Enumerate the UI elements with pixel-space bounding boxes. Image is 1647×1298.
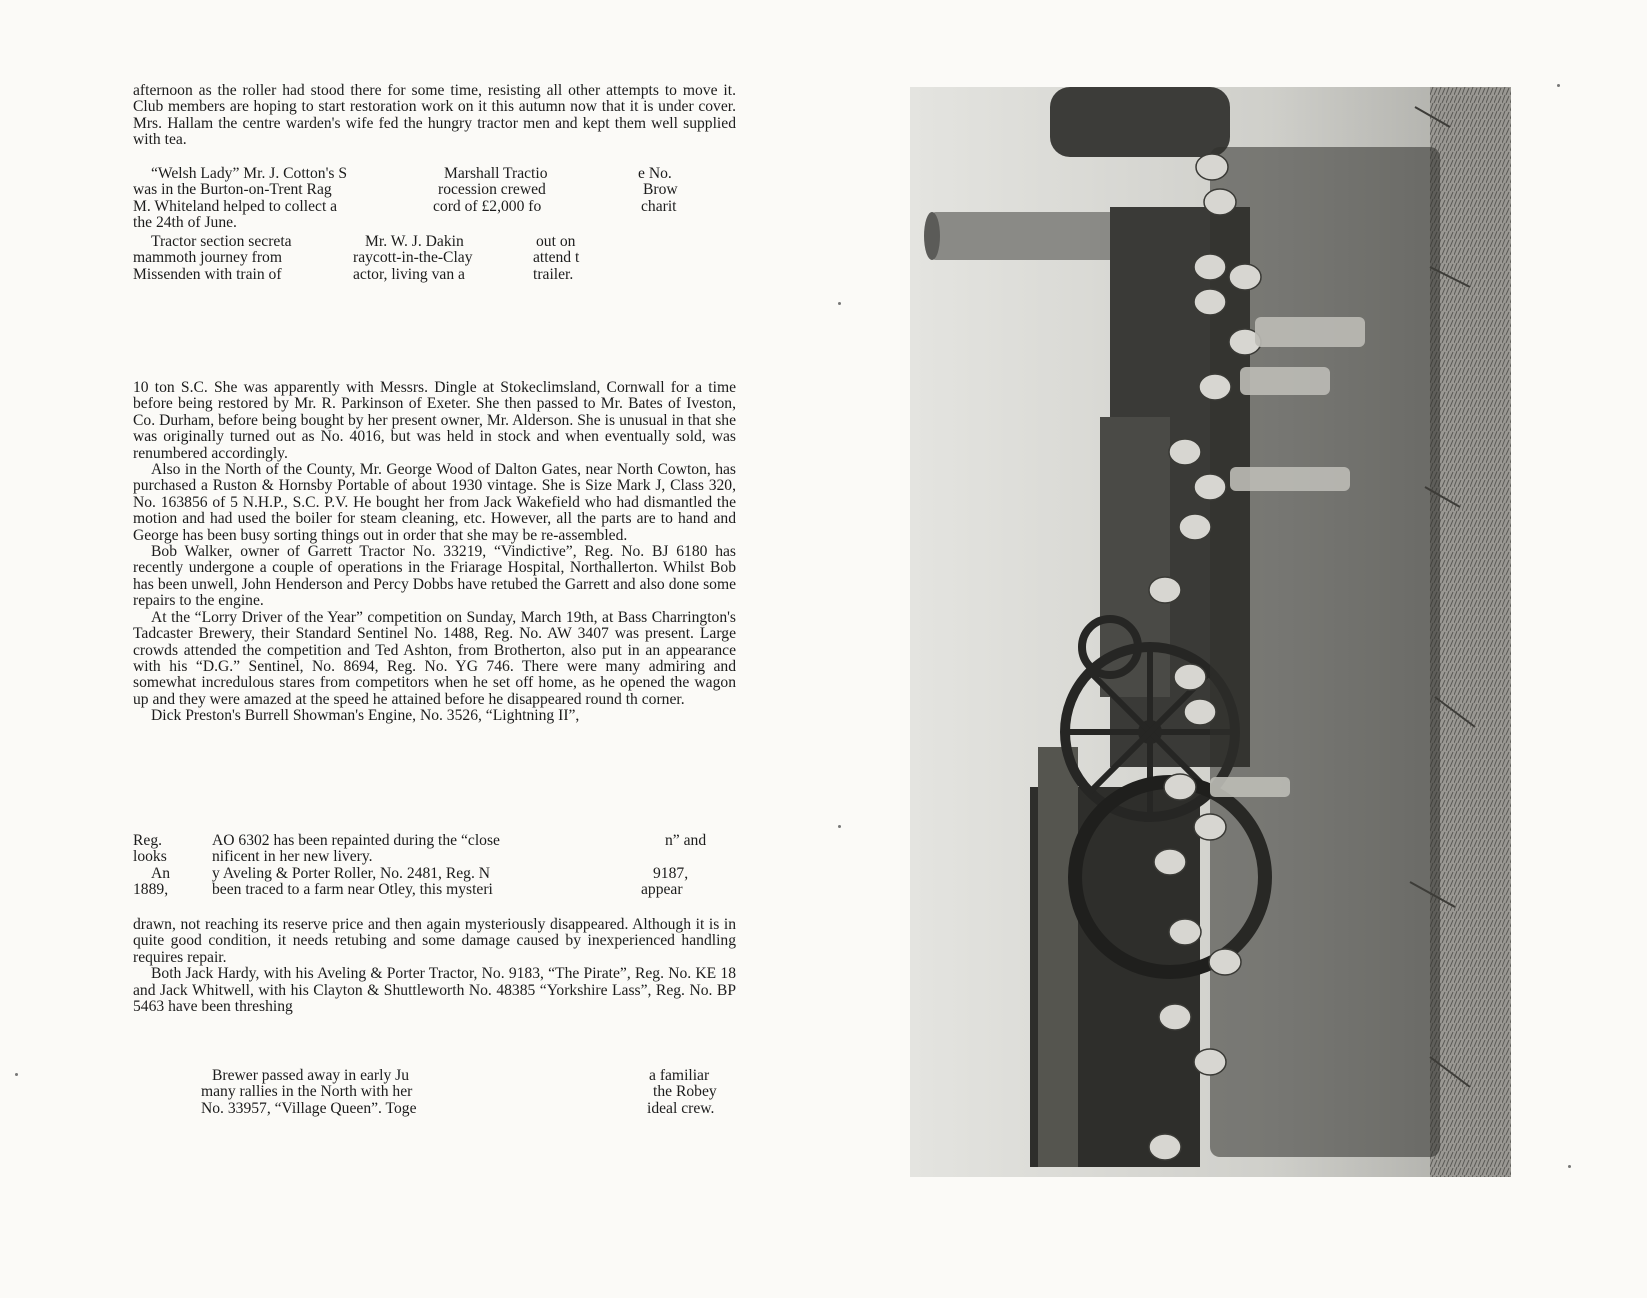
frag-col: a familiar — [649, 1067, 710, 1084]
frag-col: Marshall Tractio — [444, 165, 548, 182]
frag-col: actor, living van a — [353, 265, 465, 283]
frag-col: y Aveling & Porter Roller, No. 2481, Reg. N — [212, 864, 491, 882]
frag-col: the Robey — [653, 1083, 717, 1101]
paragraph-bob-walker: Bob Walker, owner of Garrett Tractor No. 33219, “Vindictive”, Reg. No. BJ 6180 has recently undergone a couple of operations in the Friarage Hospital, Northallerton. Whilst Bob has been unwell, John Henderson and Percy Dobbs have retubed the Garrett and also done some repairs to the engine. — [133, 543, 736, 610]
frag-col: Mr. W. J. Dakin — [365, 233, 464, 250]
frag-col: mammoth journey from — [133, 249, 282, 267]
frag-col: appear — [641, 881, 683, 899]
paragraph-george-wood: Also in the North of the County, Mr. George Wood of Dalton Gates, near North Cowton, has purchased a Ruston & Hornsby Portable of about 1930 vintage. She is Size Mark J, Class 320, No. 163856 of 5 N.H.P., S.C. P.V. He bought her from Jack Wakefield who had dismantled the motion and had used the boiler for steam cleaning, etc. However, all the parts are to hand and George has been busy sorting things out in order that she may be re-assembled. — [133, 461, 736, 544]
frag-col: ideal crew. — [647, 1099, 715, 1117]
frag-col: attend t — [533, 249, 580, 267]
paragraph-dick-preston: Dick Preston's Burrell Showman's Engine, No. 3526, “Lightning II”, — [151, 707, 580, 725]
paragraph-drawn: drawn, not reaching its reserve price and then again mysteriously disappeared. Although it is in quite good condition, it needs retubing and some damage caused by inexperienced handling requires repair. — [133, 916, 736, 966]
frag-col: trailer. — [533, 265, 574, 283]
paragraph-afternoon: afternoon as the roller had stood there for some time, resisting all other attempts to move it. Club members are hoping to start restoration work on it this autumn now that it is under cover. Mrs. Hallam the centre warden's wife fed the hungry tractor men and kept them well supplied with tea. — [133, 82, 736, 149]
frag-col: raycott-in-the-Clay — [353, 249, 473, 267]
scan-speck — [1568, 1165, 1571, 1168]
frag-col: been traced to a farm near Otley, this mysteri — [212, 881, 493, 899]
frag-col: rocession crewed — [438, 181, 546, 199]
paragraph-jack-hardy: Both Jack Hardy, with his Aveling & Porter Tractor, No. 9183, “The Pirate”, Reg. No. KE 18 and Jack Whitwell, with his Clayton & Shuttleworth No. 48385 “Yorkshire Lass”, Reg. No. BP 5463 have been threshing — [133, 965, 736, 1016]
fragment-tractor-section — [133, 234, 736, 286]
photo-steam-engine-crew-icon — [910, 87, 1511, 1177]
scan-speck — [15, 1073, 18, 1076]
block-2 — [133, 380, 736, 725]
frag-col: looks — [133, 848, 167, 866]
frag-col: Brow — [643, 181, 678, 199]
frag-col: n” and — [665, 832, 707, 849]
frag-col: Brewer passed away in early Ju — [212, 1067, 410, 1084]
frag-col: An — [151, 864, 171, 882]
frag-col: cord of £2,000 fo — [433, 197, 542, 215]
frag-col: many rallies in the North with her — [201, 1083, 413, 1101]
frag-col: AO 6302 has been repainted during the “close — [212, 832, 500, 849]
frag-col: out on — [536, 233, 576, 250]
frag-col: charit — [641, 197, 677, 215]
frag-col: M. Whiteland helped to collect a — [133, 197, 338, 215]
frag-col: 9187, — [653, 864, 689, 882]
paragraph-ten-ton: 10 ton S.C. She was apparently with Messrs. Dingle at Stokeclimsland, Cornwall for a time before being restored by Mr. R. Parkinson of Exeter. She then passed to Mr. Bates of Iveston, Co. Durham, before being bought by her present owner, Mr. Alderson. She is unusual in that she was originally turned out as No. 4016, but was held in stock and when eventually sold, was renumbered accordingly. — [133, 379, 736, 462]
frag-col: “Welsh Lady” Mr. J. Cotton's S — [151, 165, 348, 182]
block-3 — [133, 917, 736, 1015]
block-1 — [133, 83, 736, 149]
photograph-steam-engine-crew — [910, 87, 1511, 1177]
paragraph-lorry-driver: At the “Lorry Driver of the Year” competition on Sunday, March 19th, at Bass Charrington's Tadcaster Brewery, their Standard Sentinel No. 1488, Reg. No. AW 3407 was present. Large crowds attended the competition and Ted Ashton, from Brotherton, also put in an appearance with his “D.G.” Sentinel, No. 8694, Reg. No. YG 746. There were many admiring and somewhat incredulous stares from competitors when he set off home, as he opened the wagon up and they were amazed at the speed he attained before he disappeared round th corner. — [133, 608, 736, 708]
scan-speck — [838, 825, 841, 828]
frag-col: was in the Burton-on-Trent Rag — [133, 181, 332, 199]
scan-speck — [838, 302, 841, 305]
frag-col: 1889, — [133, 881, 169, 899]
frag-col: Tractor section secreta — [151, 233, 292, 250]
scan-speck — [1557, 84, 1560, 87]
frag-col: No. 33957, “Village Queen”. Toge — [201, 1099, 417, 1117]
frag-col: the 24th of June. — [133, 214, 237, 232]
frag-col: e No. — [638, 165, 672, 182]
fragment-brewer — [133, 1068, 736, 1120]
fragment-reg-ao — [133, 833, 736, 901]
frag-col: nificent in her new livery. — [212, 848, 373, 866]
frag-col: Missenden with train of — [133, 265, 282, 283]
frag-col: Reg. — [133, 832, 163, 849]
fragment-welsh-lady — [133, 166, 736, 234]
